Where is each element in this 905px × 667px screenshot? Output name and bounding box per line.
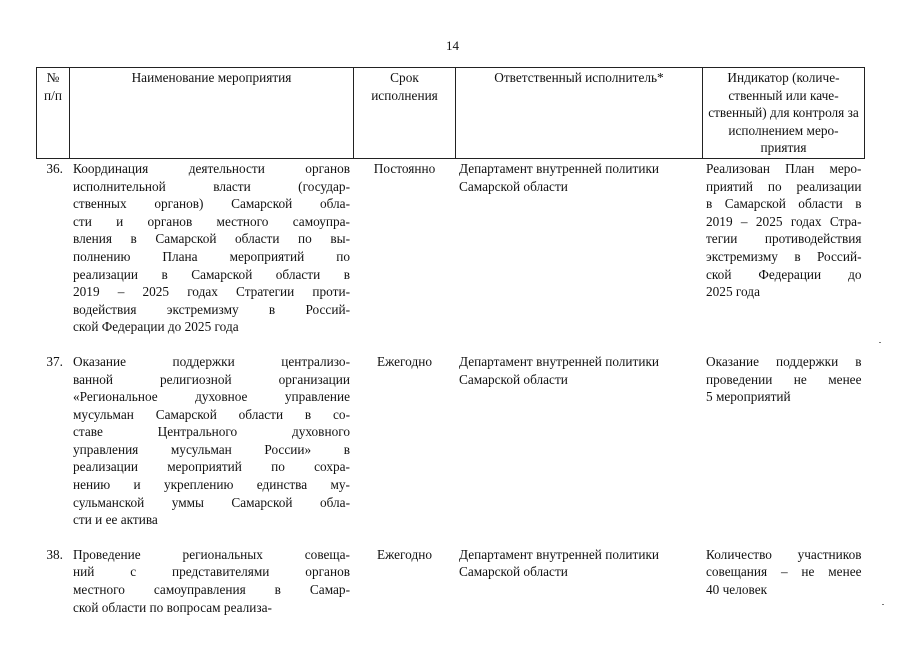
cell-line: ской Федерации до: [706, 266, 862, 282]
table-row: [37, 546, 865, 633]
cell-line: местного самоуправления в Самар-: [73, 582, 350, 598]
cell-line: Оказание поддержки в: [706, 353, 862, 369]
cell-line: ванной религиозной организации: [73, 371, 350, 387]
cell-line: сульманской уммы Самарской обла-: [73, 494, 350, 510]
cell-line: «Региональное духовное управление: [73, 389, 350, 405]
cell-line: Департамент внутренней политики: [459, 546, 660, 562]
cell-line: исполнительной власти (государ-: [73, 178, 350, 194]
measure-responsible: [456, 546, 703, 633]
measures-table-container: [36, 67, 864, 667]
cell-line: Оказание поддержки централизо-: [73, 353, 350, 369]
cell-line: реализации мероприятий по сохра-: [73, 459, 350, 475]
cell-line: 40 человек: [706, 582, 768, 598]
row-number: 36.: [46, 160, 63, 176]
measure-term: Ежегодно: [377, 353, 432, 369]
cell-line: в Самарской области в: [706, 196, 862, 212]
header-name: Наименование мероприятия: [70, 68, 354, 159]
table-body: [37, 158, 865, 633]
table-row: [37, 353, 865, 546]
measure-term: Ежегодно: [377, 546, 432, 562]
measure-indicator: [703, 353, 865, 546]
cell-line: ственных органов) Самарской обла-: [73, 196, 350, 212]
cell-line: 5 мероприятий: [706, 389, 791, 405]
cell-line: сти и органов местного самоупра-: [73, 213, 350, 229]
row-number: 37.: [46, 353, 63, 369]
header-indicator: Индикатор (количе-ственный или каче-ственный) для контроля за исполнением меро-приятия: [703, 68, 865, 159]
cell-line: Координация деятельности органов: [73, 160, 350, 176]
cell-line: водействия экстремизму в Россий-: [73, 301, 350, 317]
measure-name: [70, 546, 354, 633]
cell-line: сти и ее актива: [73, 512, 158, 528]
cell-line: ской Федерации до 2025 года: [73, 319, 239, 335]
measure-responsible: [456, 158, 703, 352]
page-number: 14: [446, 38, 459, 53]
cell-line: Проведение региональных совеща-: [73, 546, 350, 562]
scan-speck: [879, 342, 881, 343]
measure-term: Постоянно: [373, 160, 436, 176]
cell-line: Департамент внутренней политики: [459, 160, 660, 176]
measure-indicator: [703, 546, 865, 633]
cell-line: Департамент внутренней политики: [459, 353, 660, 369]
measure-name: [70, 158, 354, 352]
cell-line: ской области по вопросам реализа-: [73, 599, 272, 615]
cell-line: управления мусульман России» в: [73, 441, 350, 457]
cell-line: Самарской области: [459, 178, 568, 194]
scan-speck: [882, 604, 884, 605]
cell-line: Самарской области: [459, 564, 568, 580]
cell-line: совещания – не менее: [706, 564, 862, 580]
cell-line: ний с представителями органов: [73, 564, 350, 580]
cell-line: экстремизму в Россий-: [706, 248, 862, 264]
header-term: Срок исполнения: [354, 68, 456, 159]
cell-line: нению и укреплению единства му-: [73, 477, 350, 493]
measure-indicator: [703, 158, 865, 352]
header-responsible: Ответственный исполнитель*: [456, 68, 703, 159]
cell-line: Количество участников: [706, 546, 862, 562]
cell-line: вления в Самарской области по вы-: [73, 231, 350, 247]
measures-table: [36, 67, 865, 633]
cell-line: 2019 – 2025 годах Стра-: [706, 213, 862, 229]
table-header-row: [37, 68, 865, 159]
cell-line: Реализован План меро-: [706, 160, 862, 176]
cell-line: Самарской области: [459, 371, 568, 387]
cell-line: тегии противодействия: [706, 231, 862, 247]
measure-responsible: [456, 353, 703, 546]
cell-line: проведении не менее: [706, 371, 862, 387]
cell-line: реализации в Самарской области в: [73, 266, 350, 282]
cell-line: 2019 – 2025 годах Стратегии проти-: [73, 284, 350, 300]
header-num: № п/п: [37, 68, 70, 159]
table-row: [37, 158, 865, 352]
row-number: 38.: [46, 546, 63, 562]
cell-line: 2025 года: [706, 284, 760, 300]
measure-name: [70, 353, 354, 546]
cell-line: мусульман Самарской области в со-: [73, 406, 350, 422]
cell-line: ставе Центрального духовного: [73, 424, 350, 440]
cell-line: приятий по реализации: [706, 178, 862, 194]
cell-line: полнению Плана мероприятий по: [73, 248, 350, 264]
